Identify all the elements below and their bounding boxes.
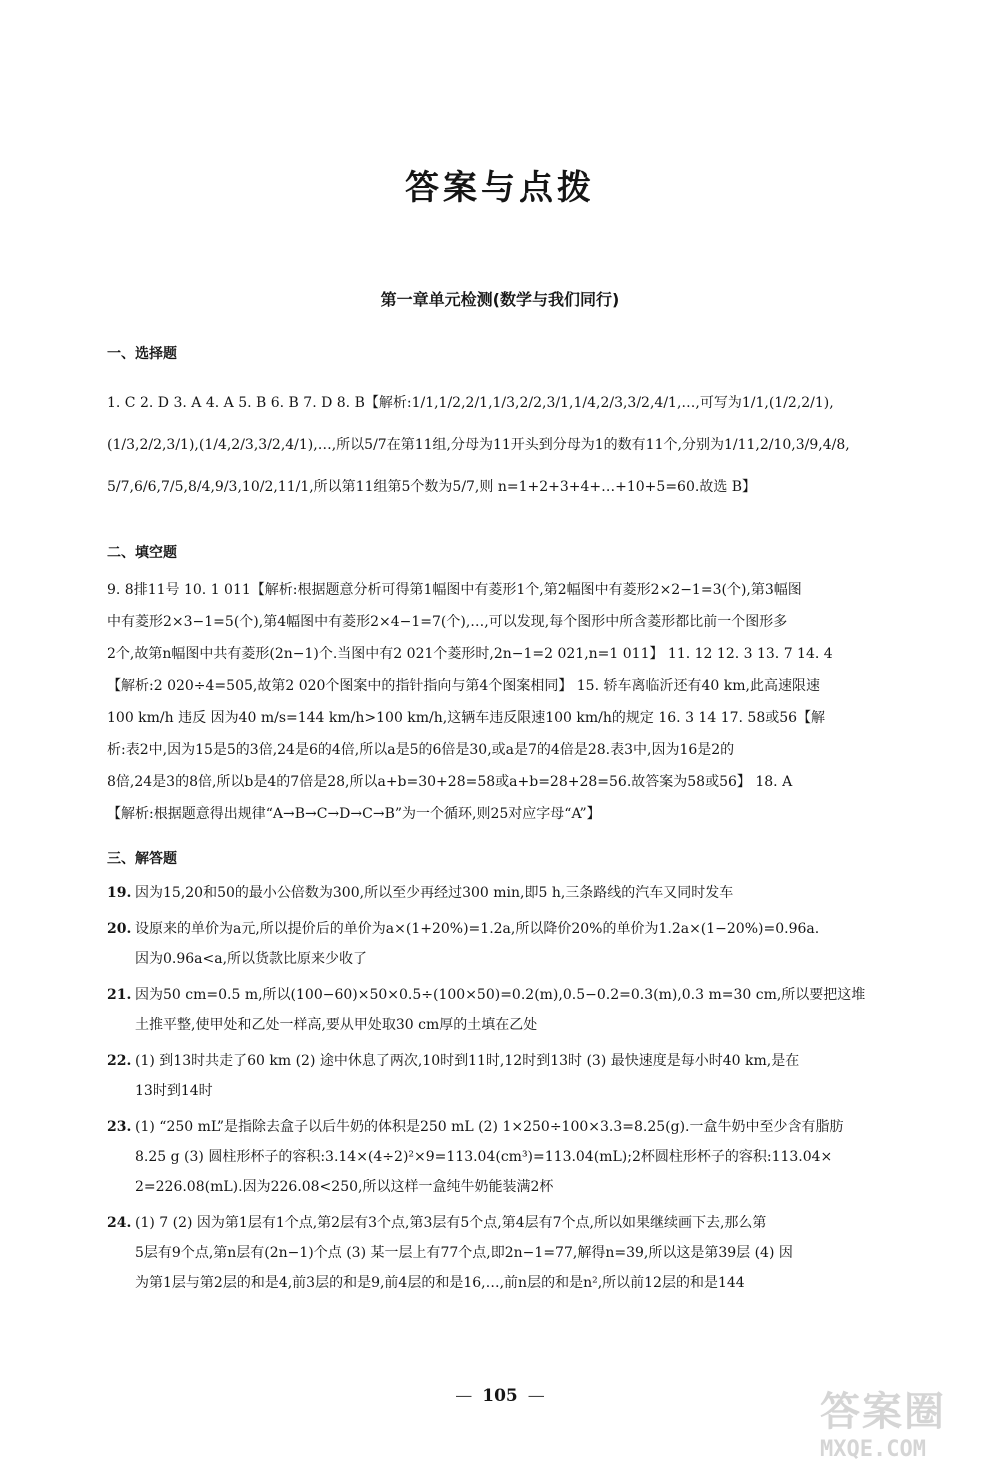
answer-line: (1) 到13时共走了60 km (2) 途中休息了两次,10时到11时,12时到13时 (3) 最快速度是每小时40 km,是在: [135, 1053, 800, 1069]
fill-line: 100 km/h 违反 因为40 m/s=144 km/h>100 km/h,这辆车违反限速100 km/h的规定 16. 3 14 17. 58或56【解: [107, 710, 826, 726]
answer-line: 土推平整,使甲处和乙处一样高,要从甲处取30 cm厚的土填在乙处: [135, 1017, 538, 1033]
answer-23: [107, 1112, 967, 1202]
section-heading-choice: 一、选择题: [107, 346, 177, 362]
watermark-bottom: MXQE.COM: [820, 1437, 926, 1462]
answer-22: [107, 1046, 967, 1106]
fill-line: 9. 8排11号 10. 1 011【解析:根据题意分析可得第1幅图中有菱形1个,第2幅图中有菱形2×2−1=3(个),第3幅图: [107, 582, 802, 598]
question-number: 22.: [107, 1053, 132, 1069]
fill-line: 2个,故第n幅图中共有菱形(2n−1)个.当图中有2 021个菱形时,2n−1=2 021,n=1 011】 11. 12 12. 3 13. 7 14. 4: [107, 646, 833, 662]
choice-answers: [107, 382, 967, 508]
page-dash-right: —: [527, 1386, 545, 1406]
answer-line: 设原来的单价为a元,所以提价后的单价为a×(1+20%)=1.2a,所以降价20%的单价为1.2a×(1−20%)=0.96a.: [135, 921, 820, 937]
question-number: 24.: [107, 1215, 132, 1231]
watermark-top: 答案圈: [820, 1389, 946, 1435]
fill-line: 中有菱形2×3−1=5(个),第4幅图中有菱形2×4−1=7(个),…,可以发现,每个图形中所含菱形都比前一个图形多: [107, 614, 788, 630]
answer-line: 5层有9个点,第n层有(2n−1)个点 (3) 某一层上有77个点,即2n−1=77,解得n=39,所以这是第39层 (4) 因: [135, 1245, 793, 1261]
answer-24: [107, 1208, 967, 1298]
fill-line: 析:表2中,因为15是5的3倍,24是6的4倍,所以a是5的6倍是30,或a是7的4倍是28.表3中,因为16是2的: [107, 742, 735, 758]
answer-line: 8.25 g (3) 圆柱形杯子的容积:3.14×(4÷2)²×9=113.04(cm³)=113.04(mL);2杯圆柱形杯子的容积:113.04×: [135, 1149, 833, 1165]
answer-20: [107, 914, 967, 974]
answer-line: 13时到14时: [135, 1083, 213, 1099]
fill-line: 8倍,24是3的8倍,所以b是4的7倍是28,所以a+b=30+28=58或a+b=28+28=56.故答案为58或56】 18. A: [107, 774, 793, 790]
section-heading-solve: 三、解答题: [107, 851, 177, 867]
page-dash-left: —: [455, 1386, 473, 1406]
fill-line: 【解析:根据题意得出规律“A→B→C→D→C→B”为一个循环,则25对应字母“A”】: [107, 806, 601, 822]
question-number: 20.: [107, 921, 132, 937]
answer-line: 为第1层与第2层的和是4,前3层的和是9,前4层的和是16,…,前n层的和是n²,所以前12层的和是144: [135, 1275, 745, 1291]
section-heading-fill: 二、填空题: [107, 545, 177, 561]
page-number-text: 105: [482, 1386, 518, 1406]
answer-line: 2=226.08(mL).因为226.08<250,所以这样一盒纯牛奶能装满2杯: [135, 1179, 554, 1195]
answer-line: (1) “250 mL”是指除去盒子以后牛奶的体积是250 mL (2) 1×250÷100×3.3=8.25(g).一盒牛奶中至少含有脂肪: [135, 1119, 844, 1135]
answer-19: [107, 878, 967, 908]
choice-line: (1/3,2/2,3/1),(1/4,2/3,3/2,4/1),…,所以5/7在第11组,分母为11开头到分母为1的数有11个,分别为1/11,2/10,3/9,4/8,: [107, 437, 850, 453]
page-title: 答案与点拨: [405, 168, 595, 208]
question-number: 23.: [107, 1119, 132, 1135]
answer-21: [107, 980, 967, 1040]
answer-line: 因为0.96a<a,所以货款比原来少收了: [135, 951, 368, 967]
fill-line: 【解析:2 020÷4=505,故第2 020个图案中的指针指向与第4个图案相同】 15. 轿车离临沂还有40 km,此高速限速: [107, 678, 820, 694]
answer-line: 因为50 cm=0.5 m,所以(100−60)×50×0.5÷(100×50)=0.2(m),0.5−0.2=0.3(m),0.3 m=30 cm,所以要把这堆: [135, 987, 866, 1003]
fill-answers: [107, 574, 967, 830]
choice-line: 5/7,6/6,7/5,8/4,9/3,10/2,11/1,所以第11组第5个数为5/7,则 n=1+2+3+4+…+10+5=60.故选 B】: [107, 479, 757, 495]
question-number: 21.: [107, 987, 132, 1003]
answer-line: 因为15,20和50的最小公倍数为300,所以至少再经过300 min,即5 h,三条路线的汽车又同时发车: [135, 885, 734, 901]
choice-line: 1. C 2. D 3. A 4. A 5. B 6. B 7. D 8. B【解析:1/1,1/2,2/1,1/3,2/2,3/1,1/4,2/3,3/2,4/1,…,可写为1/1,(1/2,2/1),: [107, 395, 834, 411]
watermark-logo: [820, 1380, 995, 1462]
question-number: 19.: [107, 885, 132, 901]
answer-line: (1) 7 (2) 因为第1层有1个点,第2层有3个点,第3层有5个点,第4层有7个点,所以如果继续画下去,那么第: [135, 1215, 767, 1231]
chapter-subtitle: 第一章单元检测(数学与我们同行): [380, 290, 620, 309]
